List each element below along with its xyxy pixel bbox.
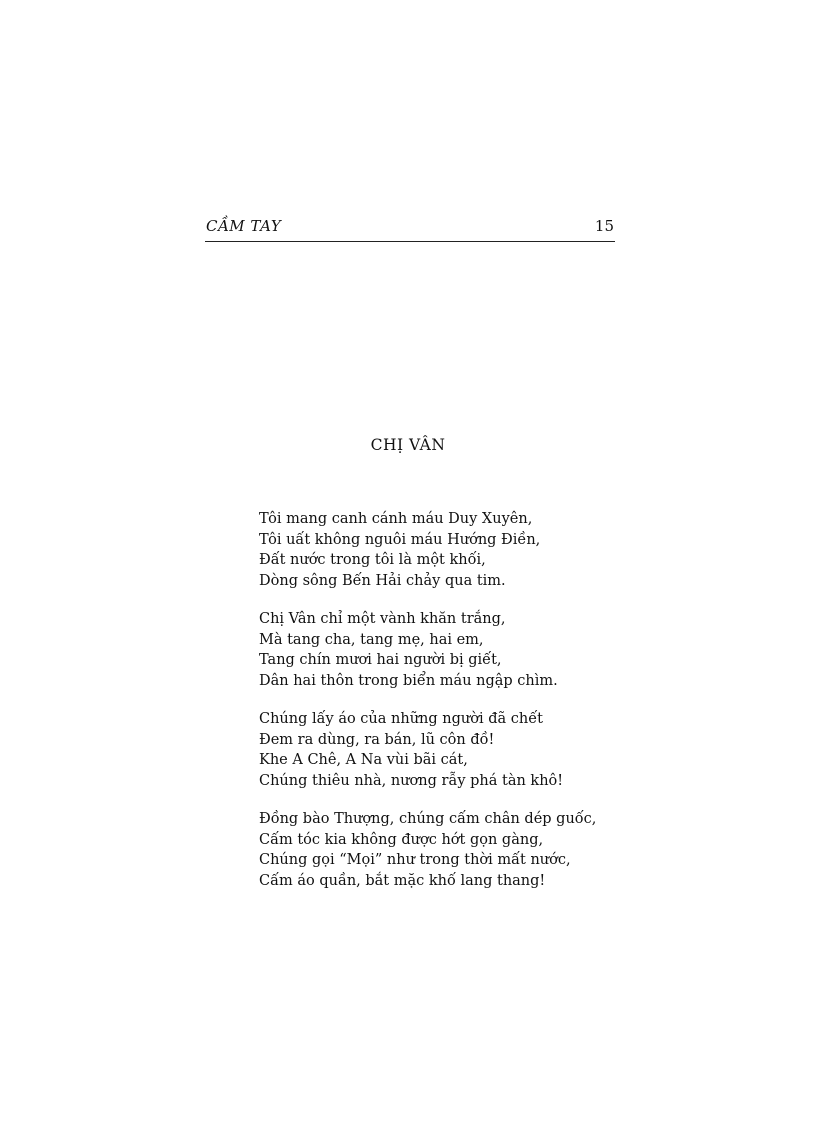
stanza-2: [259, 609, 679, 691]
poem-line: Chúng thiêu nhà, nương rẫy phá tàn khô!: [259, 772, 564, 789]
page-number: 15: [594, 217, 614, 235]
stanza-4: [259, 809, 679, 891]
poem-line: Tang chín mươi hai người bị giết,: [259, 652, 502, 668]
poem-line: Chị Vân chỉ một vành khăn trắng,: [259, 611, 506, 627]
poem-line: Cấm áo quần, bắt mặc khố lang thang!: [259, 872, 546, 889]
poem-line: Tôi mang canh cánh máu Duy Xuyên,: [259, 511, 533, 527]
poem-line: Khe A Chê, A Na vùi bãi cát,: [259, 752, 468, 768]
poem-line: Đất nước trong tôi là một khối,: [259, 552, 486, 568]
poem-line: Chúng lấy áo của những người đã chết: [259, 711, 543, 727]
poem-line: Đồng bào Thượng, chúng cấm chân dép guốc,: [259, 811, 597, 827]
poem-body: [259, 509, 679, 909]
running-header: [205, 214, 615, 242]
poem-line: Cấm tóc kia không được hớt gọn gàng,: [259, 831, 544, 848]
stanza-3: [259, 709, 679, 791]
poem-line: Mà tang cha, tang mẹ, hai em,: [259, 631, 484, 648]
poem-line: Dòng sông Bến Hải chảy qua tim.: [259, 572, 506, 589]
poem-line: Đem ra dùng, ra bán, lũ côn đồ!: [259, 731, 495, 748]
stanza-1: [259, 509, 679, 591]
running-title: CẦM TAY: [206, 217, 282, 235]
poem-line: Dân hai thôn trong biển máu ngập chìm.: [259, 672, 558, 689]
poem-line: Tôi uất không nguôi máu Hướng Điền,: [259, 531, 541, 548]
poem-line: Chúng gọi “Mọi” như trong thời mất nước,: [259, 852, 571, 868]
poem-title: CHỊ VÂN: [370, 436, 446, 454]
